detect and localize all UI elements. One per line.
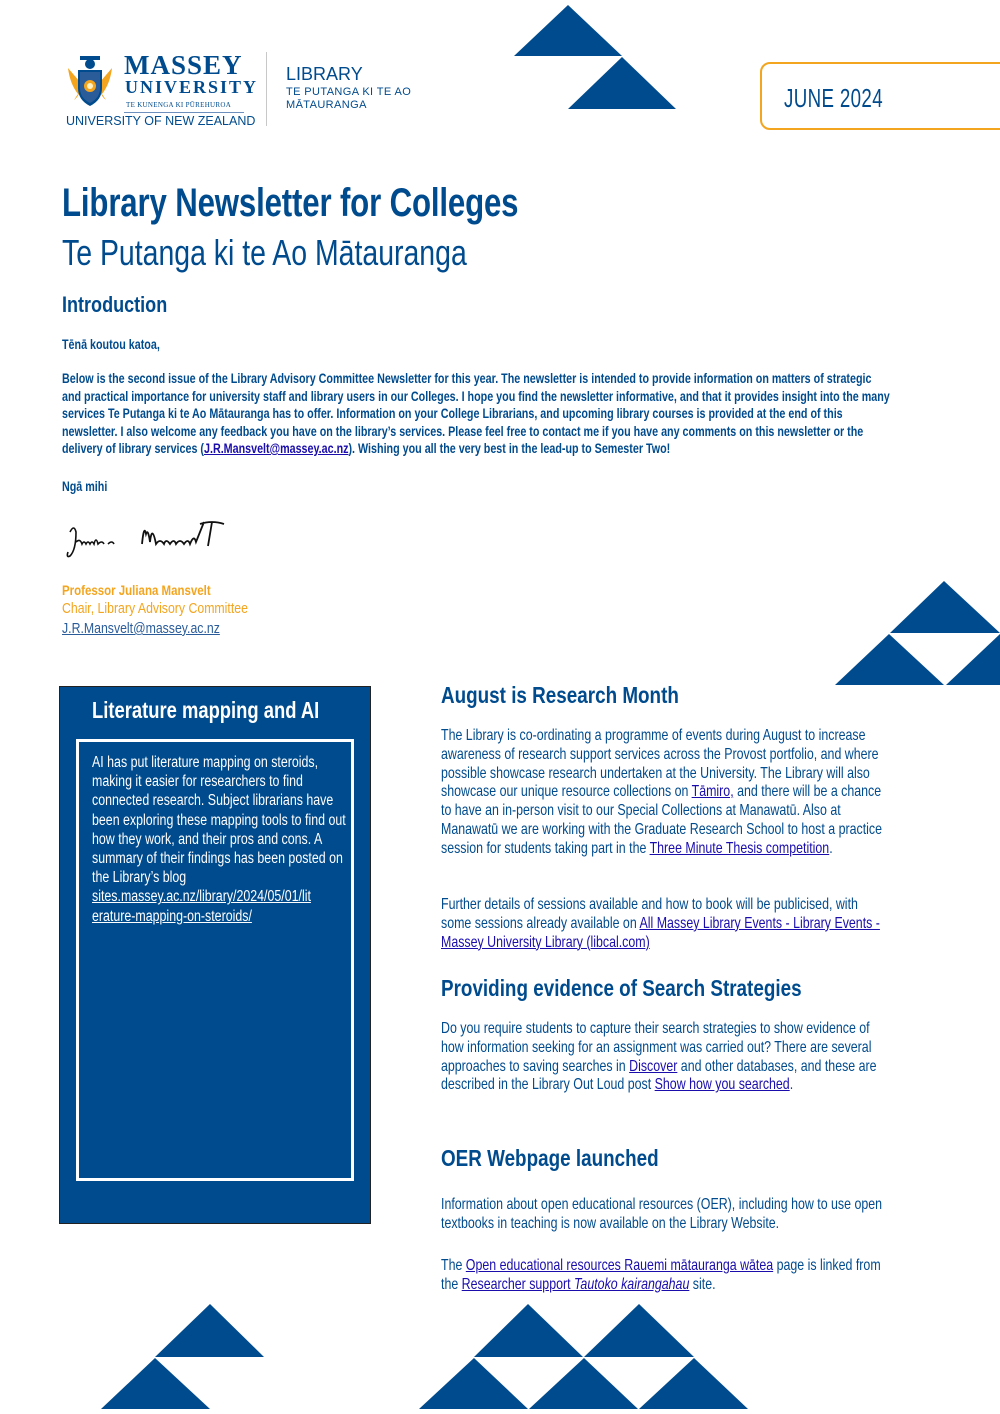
intro-line-5: delivery of library services (J.R.Mansvelt@massey.ac.nz). Wishing you all the very best in the lead-up to Semester Two! xyxy=(62,441,671,456)
signatory-role: Chair, Library Advisory Committee xyxy=(62,600,248,617)
signature-image xyxy=(62,510,242,566)
triangle-pattern-icon xyxy=(513,2,683,110)
research-month-paragraph-1: The Library is co-ordinating a programme of events during August to increase awareness of research support services across the Provost portfolio, and where possible showcase research undertaken at the University. The Library will also showcase our unique resource collections on Tāmiro, and there will be a chance to have an in-person visit to our Special Collections at Manawatū. Also at Manawatū we are working with the Graduate Research School to host a practice session for students taking part in the Three Minute Thesis competition. xyxy=(441,727,883,857)
tamiro-link[interactable]: Tāmiro, xyxy=(691,783,734,801)
oer-paragraph-1: Information about open educational resources (OER), including how to use open textbooks in teaching is now available on the Library Website. xyxy=(441,1196,883,1232)
triangle-pattern-icon xyxy=(834,580,1000,686)
logo-library-sub: TE PUTANGA KI TE AO MĀTAURANGA xyxy=(286,86,412,111)
massey-library-logo xyxy=(62,48,412,132)
logo-divider xyxy=(266,52,267,126)
intro-heading: Introduction xyxy=(62,292,168,317)
logo-country: UNIVERSITY OF NEW ZEALAND xyxy=(66,114,256,128)
decorative-triangles-bottom-center xyxy=(418,1303,750,1411)
intro-line-2: and practical importance for university staff and library users in our Colleges. I hope you find the newsletter informative, and that it provides insight into the many xyxy=(62,388,890,404)
signatory-name: Professor Juliana Mansvelt xyxy=(62,582,211,598)
triangle-pattern-icon xyxy=(100,1303,266,1411)
search-strategies-paragraph: Do you require students to capture their search strategies to show evidence of how information seeking for an assignment was carried out? There are several approaches to saving searches in Discover and other databases, and these are described in the Library Out Loud post Show how you searched. xyxy=(441,1020,877,1094)
logo-rule xyxy=(124,112,244,113)
research-month-paragraph-2: Further details of sessions available and how to book will be publicised, with some sessions already available on All Massey Library Events - Library Events - Massey University Library (libcal.com) xyxy=(441,896,880,951)
intro-greeting: Tēnā koutou katoa, xyxy=(62,337,160,352)
logo-library: LIBRARY xyxy=(286,64,363,84)
logo-massey: MASSEY xyxy=(124,50,243,80)
blog-link[interactable]: sites.massey.ac.nz/library/2024/05/01/lit erature-mapping-on-steroids/ xyxy=(92,888,311,925)
logo-university: UNIVERSITY xyxy=(125,77,259,97)
oer-heading: OER Webpage launched xyxy=(441,1145,659,1171)
intro-line-1: Below is the second issue of the Library Advisory Committee Newsletter for this year. The newsletter is intended to provide information on matters of strategic xyxy=(62,371,872,386)
university-crest-icon xyxy=(66,54,114,108)
logo-motto: TE KUNENGA KI PŪREHUROA xyxy=(126,101,232,109)
handwritten-signature-icon xyxy=(62,510,242,566)
intro-line-3: services Te Putanga ki te Ao Mātauranga has to offer. Information on your College Librarians, and upcoming library courses is provided at the end of this xyxy=(62,406,843,421)
newsletter-title: Library Newsletter for Colleges xyxy=(62,181,519,225)
three-minute-thesis-link[interactable]: Three Minute Thesis competition xyxy=(649,839,830,857)
search-strategies-heading: Providing evidence of Search Strategies xyxy=(441,975,802,1001)
intro-line-4: newsletter. I also welcome any feedback you have on the library’s services. Please feel free to contact me if you have any comments on this newsletter or the xyxy=(62,423,864,439)
issue-date: JUNE 2024 xyxy=(784,83,883,113)
callout-body: AI has put literature mapping on steroids, making it easier for researchers to find connected research. Subject librarians have been exploring these mapping tools to find out how they work, and their pros and cons. A summary of their findings has been posted on the Library’s blog sites.massey.ac.nz/library/2024/05/01/lit erature-mapping-on-steroids/ xyxy=(92,754,346,925)
decorative-triangles-top xyxy=(513,2,683,110)
intro-closing: Ngā mihi xyxy=(62,479,108,494)
researcher-support-link[interactable]: Researcher support Tautoko kairangahau xyxy=(461,1275,690,1293)
triangle-pattern-icon xyxy=(418,1303,750,1411)
issue-date-box xyxy=(760,62,1000,130)
literature-mapping-callout xyxy=(59,686,371,1224)
decorative-triangles-middle xyxy=(834,580,1000,686)
discover-link[interactable]: Discover xyxy=(629,1057,678,1075)
intro-email-link[interactable]: J.R.Mansvelt@massey.ac.nz xyxy=(203,441,349,456)
decorative-triangles-bottom-left xyxy=(100,1303,266,1411)
newsletter-subtitle: Te Putanga ki te Ao Mātauranga xyxy=(62,232,467,273)
signatory-email-link[interactable]: J.R.Mansvelt@massey.ac.nz xyxy=(62,620,220,637)
callout-title: Literature mapping and AI xyxy=(92,697,320,723)
callout-inner-frame xyxy=(76,739,354,1181)
oer-page-link[interactable]: Open educational resources Rauemi mātauranga wātea xyxy=(465,1257,774,1274)
research-month-heading: August is Research Month xyxy=(441,682,679,708)
show-how-you-searched-link[interactable]: Show how you searched xyxy=(654,1076,790,1094)
oer-paragraph-2: The Open educational resources Rauemi mātauranga wātea page is linked from the Researcher support Tautoko kairangahau site. xyxy=(441,1257,881,1293)
libcal-events-link[interactable]: All Massey Library Events - Library Events - Massey University Library (libcal.com) xyxy=(441,914,880,951)
